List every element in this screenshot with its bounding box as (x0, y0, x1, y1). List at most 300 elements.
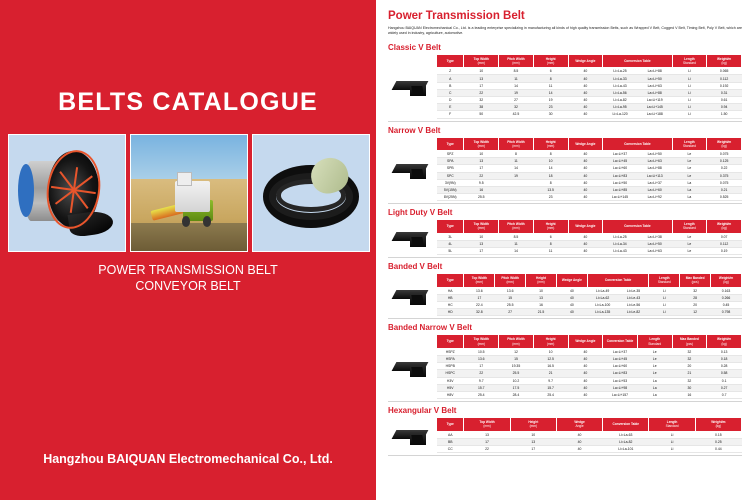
table-cell: Z (437, 68, 464, 75)
table-cell: La=Li+188 (637, 111, 672, 118)
table-cell: 22 (464, 89, 499, 96)
table-cell: 27 (499, 96, 534, 103)
table-cell: 11 (499, 158, 534, 165)
table-header-row (437, 335, 742, 348)
table-cell: 8 (533, 240, 568, 247)
column-header: Height (mm) (526, 274, 557, 287)
table-cell: Li (672, 68, 707, 75)
table-cell: 8.5 (499, 68, 534, 75)
column-header: Conversion Table (603, 220, 672, 233)
table-cell: SPB (437, 165, 464, 172)
table-cell: 25.5 (499, 370, 534, 377)
table-cell: 8 (533, 179, 568, 186)
table-cell: BB (437, 438, 464, 445)
column-header: Wedge Angle (556, 274, 587, 287)
table-cell: 19 (499, 172, 534, 179)
table-cell: HSPZ (437, 348, 464, 355)
table-cell: Li=La-43 (603, 248, 638, 255)
table-cell: 28.4 (499, 391, 534, 398)
column-header: Type (437, 220, 464, 233)
table-cell: 28 (680, 294, 711, 301)
table-cell: La (672, 179, 707, 186)
table-cell: 38 (464, 104, 499, 111)
table-cell: D (437, 96, 464, 103)
section-light-duty-v-belt (388, 208, 742, 258)
table-cell: La=Li+88 (637, 89, 672, 96)
table-row (437, 82, 742, 89)
table-cell: 12 (499, 348, 534, 355)
table-cell: 0.163 (711, 287, 742, 294)
table-cell: La=Li+50 (603, 179, 638, 186)
table-cell: La=Li+145 (603, 194, 638, 201)
table-row (437, 391, 742, 398)
column-header: Height (mm) (533, 137, 568, 150)
table-cell: 0.44 (695, 445, 741, 452)
table-cell: 10.2 (499, 377, 534, 384)
table-cell: Li=La-95 (603, 104, 638, 111)
table-cell: 14 (533, 165, 568, 172)
table-cell (499, 186, 534, 193)
banded-v-belt-thumb (388, 278, 436, 312)
spec-table (436, 273, 742, 316)
table-row (437, 438, 742, 445)
table-header-row (437, 54, 742, 67)
table-cell: 27 (495, 309, 526, 316)
table-cell: 12.5 (533, 355, 568, 362)
table-cell: 40 (568, 165, 603, 172)
harvester-wheel (203, 216, 211, 226)
table-cell: 0.112 (707, 240, 742, 247)
table-cell: 0.375 (707, 172, 742, 179)
table-cell: Li (672, 111, 707, 118)
table-cell: 18 (533, 172, 568, 179)
section-title: Banded V Belt (388, 262, 443, 272)
table-cell: H5V (437, 384, 464, 391)
table-cell: 0.192 (707, 82, 742, 89)
column-header: Height (mm) (533, 54, 568, 67)
table-cell: A (437, 75, 464, 82)
table-cell: 0.075 (707, 150, 742, 157)
column-header: Height (mm) (533, 335, 568, 348)
table-cell: 0.125 (707, 158, 742, 165)
section-title: Narrow V Belt (388, 125, 441, 135)
classic-v-belt-thumb (388, 69, 436, 103)
table-cell: C (437, 89, 464, 96)
column-header: Weight/m (kg) (707, 335, 742, 348)
table-cell: Li (672, 75, 707, 82)
table-cell: 40 (568, 248, 603, 255)
table-cell: 22.4 (464, 302, 495, 309)
table-row (437, 302, 742, 309)
column-header: Top Width (mm) (464, 274, 495, 287)
banded-narrow-v-belt-thumb (388, 350, 436, 384)
table-cell: HSPC (437, 370, 464, 377)
table-cell: 21.5 (526, 309, 557, 316)
section-title: Classic V Belt (388, 42, 441, 52)
table-cell: 13 (464, 431, 510, 438)
table-cell: 10 (464, 233, 499, 240)
company-name: Hangzhou BAIQUAN Electromechanical Co., Ltd. (43, 452, 333, 466)
table-cell: 0.075 (707, 179, 742, 186)
table-cell: La=Li+37 (603, 348, 638, 355)
table-cell: 17 (464, 294, 495, 301)
table-cell: Li (649, 302, 680, 309)
cover-image-timing-belt-coil (252, 134, 370, 252)
table-cell: 5V(15N) (437, 186, 464, 193)
table-cell: 13.6 (464, 287, 495, 294)
harvester-cab (177, 172, 192, 186)
table-cell: HB (437, 294, 464, 301)
table-cell: 0.45 (711, 302, 742, 309)
table-cell: Le (672, 233, 707, 240)
table-cell: 0.15 (695, 431, 741, 438)
table-row (437, 111, 742, 118)
table-cell: La=Li+157 (603, 391, 638, 398)
column-header: Type (437, 137, 464, 150)
specification-sections (388, 43, 742, 456)
table-row (437, 355, 742, 362)
table-cell: 17.5 (499, 384, 534, 391)
table-cell: 40 (568, 348, 603, 355)
table-cell: 10 (510, 431, 556, 438)
spec-table (436, 334, 742, 399)
section-classic-v-belt (388, 43, 742, 122)
table-cell: La=Li+50 (637, 75, 672, 82)
column-header: Max Banded (pcs) (672, 335, 707, 348)
table-cell: 25.5 (495, 302, 526, 309)
table-cell: 15.7 (533, 384, 568, 391)
table-header-row (437, 418, 742, 431)
table-cell: La (672, 194, 707, 201)
table-cell: La=Li+63 (637, 82, 672, 89)
column-header: Type (437, 335, 464, 348)
table-cell: 0.525 (707, 194, 742, 201)
table-cell: 0.13 (707, 348, 742, 355)
column-header: Length Standard (672, 220, 707, 233)
table-cell: La=Li+53 (603, 377, 638, 384)
table-cell: 10.5 (464, 348, 499, 355)
table-cell: 17 (464, 82, 499, 89)
table-cell: La=Li+63 (637, 158, 672, 165)
table-cell: 32 (672, 348, 707, 355)
table-row (437, 165, 742, 172)
table-cell: HSPB (437, 363, 464, 370)
table-row (437, 363, 742, 370)
table-cell: 13 (464, 240, 499, 247)
table-cell: HC (437, 302, 464, 309)
table-cell: La=Li+37 (637, 179, 672, 186)
table-cell: 40 (568, 111, 603, 118)
table-cell: 40 (568, 82, 603, 89)
table-row (437, 287, 742, 294)
table-cell: SPC (437, 172, 464, 179)
table-cell: Li=Le-35 (618, 287, 649, 294)
table-row (437, 445, 742, 452)
table-cell: 9.5 (464, 179, 499, 186)
section-body (388, 137, 742, 205)
table-cell: 17 (510, 445, 556, 452)
table-cell: 12 (680, 309, 711, 316)
table-cell: 13 (510, 438, 556, 445)
table-cell: La=Li+45 (603, 158, 638, 165)
table-cell: 0.1 (707, 377, 742, 384)
table-cell: 32 (464, 96, 499, 103)
table-cell: Li=Le-56 (618, 302, 649, 309)
table-cell: 8 (533, 75, 568, 82)
catalogue-content-panel (378, 0, 750, 500)
cover-title: BELTS CATALOGUE (58, 88, 318, 116)
table-cell: 40 (556, 438, 602, 445)
cover-image-conveyor-belt-roll (8, 134, 126, 252)
table-cell: 40 (556, 431, 602, 438)
table-cell: 19 (533, 96, 568, 103)
column-header: Conversion Table (603, 137, 672, 150)
table-cell: 40 (568, 384, 603, 391)
table-cell: Li=Le-82 (618, 309, 649, 316)
table-cell: La=Li+60 (603, 165, 638, 172)
table-cell: 16 (464, 186, 499, 193)
table-cell: La (637, 377, 672, 384)
table-cell: 0.21 (707, 186, 742, 193)
table-cell (499, 194, 534, 201)
table-cell: Li=La-25 (603, 233, 638, 240)
table-cell: Li (672, 82, 707, 89)
column-header: Top Width (mm) (464, 54, 499, 67)
column-header: Conversion Table (603, 418, 649, 431)
table-cell: 32 (672, 377, 707, 384)
column-header: Length Standard (637, 335, 672, 348)
table-cell: CC (437, 445, 464, 452)
column-header: Type (437, 418, 464, 431)
table-cell: La=Li+145 (637, 104, 672, 111)
table-cell: 11 (499, 240, 534, 247)
column-header: Length Standard (649, 274, 680, 287)
column-header: Height (mm) (533, 220, 568, 233)
table-cell: 8 (499, 150, 534, 157)
page-title: Power Transmission Belt (388, 10, 525, 22)
table-cell: 3L (437, 233, 464, 240)
table-cell: H3V (437, 377, 464, 384)
table-cell: Le (672, 150, 707, 157)
table-cell: 32 (672, 355, 707, 362)
column-header: Max Banded (pcs) (680, 274, 711, 287)
table-cell: 0.798 (711, 309, 742, 316)
table-row (437, 248, 742, 255)
section-hexangular-v-belt (388, 406, 742, 456)
spec-table (436, 54, 742, 119)
table-cell: 11 (533, 248, 568, 255)
table-cell: Li=La-82 (603, 438, 649, 445)
table-cell: 19.35 (499, 363, 534, 370)
table-cell: 4L (437, 240, 464, 247)
column-header: Top Width (mm) (464, 137, 499, 150)
table-cell: 21 (672, 370, 707, 377)
table-cell: Li=La-100 (587, 302, 618, 309)
table-cell: 40 (568, 89, 603, 96)
table-cell: 9.7 (464, 377, 499, 384)
cover-image-harvester-in-field (130, 134, 248, 252)
hexangular-v-belt-thumb (388, 418, 436, 452)
table-cell: 19 (499, 89, 534, 96)
table-cell: 0.31 (707, 89, 742, 96)
table-cell: HA (437, 287, 464, 294)
table-cell: Li (649, 445, 695, 452)
cover-subtitle-line-1: POWER TRANSMISSION BELT (98, 263, 278, 277)
table-cell: 25.4 (464, 391, 499, 398)
table-cell: 14 (499, 248, 534, 255)
table-cell: Li (649, 431, 695, 438)
table-cell: 25.4 (533, 391, 568, 398)
table-cell: 3V(9N) (437, 179, 464, 186)
column-header: Weight/m (kg) (707, 220, 742, 233)
spec-table (436, 137, 742, 202)
table-cell: 40 (568, 240, 603, 247)
table-cell: 30 (672, 384, 707, 391)
table-cell: 40 (556, 309, 587, 316)
table-cell: 13.6 (464, 355, 499, 362)
table-cell: La (672, 186, 707, 193)
table-cell: Li=La-49 (587, 287, 618, 294)
table-cell: 0.065 (707, 68, 742, 75)
table-cell: 0.22 (707, 165, 742, 172)
table-cell: Li=La-120 (603, 111, 638, 118)
table-cell: 14 (499, 82, 534, 89)
table-cell: 16 (672, 391, 707, 398)
column-header: Conversion Table (603, 335, 638, 348)
table-cell: 16.5 (533, 363, 568, 370)
table-cell: E (437, 104, 464, 111)
table-cell: 14 (499, 165, 534, 172)
table-cell: 40 (568, 75, 603, 82)
table-cell: Le (672, 158, 707, 165)
column-header: Top Width (mm) (464, 335, 499, 348)
table-cell: La=Li+60 (603, 363, 638, 370)
table-cell: 32.8 (464, 309, 495, 316)
table-cell: 0.266 (711, 294, 742, 301)
column-header: Conversion Table (603, 54, 672, 67)
table-cell: Li (649, 294, 680, 301)
table-cell: 20 (680, 302, 711, 309)
table-cell: Li (672, 104, 707, 111)
table-cell: 10 (533, 158, 568, 165)
table-cell: 17 (464, 438, 510, 445)
spec-table (436, 417, 742, 453)
column-header: Pitch Width (mm) (499, 220, 534, 233)
table-cell (499, 179, 534, 186)
table-cell: 40 (568, 355, 603, 362)
table-cell: Li (672, 89, 707, 96)
table-cell: Li=La-56 (603, 89, 638, 96)
column-header: Wedge Angle (556, 418, 602, 431)
table-cell: Li=La-33 (603, 75, 638, 82)
table-cell: 40 (568, 179, 603, 186)
section-narrow-v-belt (388, 126, 742, 205)
table-cell: 0.7 (707, 391, 742, 398)
table-cell: 23 (533, 194, 568, 201)
table-cell: Li (649, 438, 695, 445)
table-cell: 30 (533, 111, 568, 118)
table-cell: 6 (533, 233, 568, 240)
table-row (437, 240, 742, 247)
section-body (388, 54, 742, 122)
table-cell: La=Li+83 (603, 172, 638, 179)
table-cell: Le (672, 248, 707, 255)
section-title: Light Duty V Belt (388, 208, 453, 218)
table-cell: 32 (499, 104, 534, 111)
table-cell: 22 (464, 370, 499, 377)
table-cell: 40 (568, 150, 603, 157)
section-title: Banded Narrow V Belt (388, 323, 473, 333)
table-cell: 13.5 (533, 186, 568, 193)
column-header: Wedge Angle (568, 335, 603, 348)
table-cell: 25.5 (464, 194, 499, 201)
table-cell: La=Li+98 (603, 384, 638, 391)
section-body (388, 417, 742, 456)
table-cell: Le (672, 165, 707, 172)
section-banded-v-belt (388, 262, 742, 319)
table-cell: 0.07 (707, 233, 742, 240)
table-cell: 40 (556, 287, 587, 294)
table-cell: La=Li+60 (637, 186, 672, 193)
table-cell: 0.28 (707, 363, 742, 370)
table-cell: 22 (464, 172, 499, 179)
table-cell: 13.6 (495, 287, 526, 294)
table-cell: La=Li+45 (603, 355, 638, 362)
table-cell: 0.25 (695, 438, 741, 445)
table-cell: 15.7 (464, 384, 499, 391)
table-cell: F (437, 111, 464, 118)
table-cell: 10 (533, 348, 568, 355)
table-cell: La=Li+88 (637, 165, 672, 172)
table-cell: La (637, 384, 672, 391)
table-row (437, 96, 742, 103)
table-row (437, 179, 742, 186)
table-cell: H8V (437, 391, 464, 398)
table-cell: 8.5 (499, 233, 534, 240)
table-row (437, 377, 742, 384)
table-cell: La=Li+85 (603, 186, 638, 193)
table-cell: 13 (464, 158, 499, 165)
table-cell: 11 (499, 75, 534, 82)
table-cell: 0.94 (707, 104, 742, 111)
table-cell: Li=La-25 (603, 68, 638, 75)
table-cell: Li (649, 287, 680, 294)
intro-paragraph: Hangzhou BAIQUAN Electromechanical Co., Ltd. is a leading enterprise specializing in manufacturing all kinds of high quality transmission Belts, such as Wrapped V Belt, Cogged V Belt, Timing Belt, Poly V Belt, which are widely used in industry, agriculture, automotive. (388, 26, 742, 36)
table-cell: 0.19 (707, 248, 742, 255)
table-cell: 8 (533, 150, 568, 157)
cover-subtitle-line-2: CONVEYOR BELT (135, 279, 241, 293)
table-row (437, 194, 742, 201)
table-cell: Le (672, 172, 707, 179)
table-cell: 23 (533, 104, 568, 111)
table-cell: 6 (533, 68, 568, 75)
table-cell: 40 (568, 104, 603, 111)
table-cell: 40 (568, 194, 603, 201)
table-cell: SPZ (437, 150, 464, 157)
table-cell: 0.61 (707, 96, 742, 103)
table-cell: 15 (495, 294, 526, 301)
table-cell: La=Li+38 (637, 233, 672, 240)
narrow-v-belt-thumb (388, 152, 436, 186)
table-cell: 5L (437, 248, 464, 255)
table-cell: 10 (526, 287, 557, 294)
table-row (437, 150, 742, 157)
harvested-strip (131, 223, 247, 251)
table-cell: 0.58 (707, 370, 742, 377)
table-cell: Le (672, 240, 707, 247)
table-cell: SPA (437, 158, 464, 165)
table-cell: HSPA (437, 355, 464, 362)
